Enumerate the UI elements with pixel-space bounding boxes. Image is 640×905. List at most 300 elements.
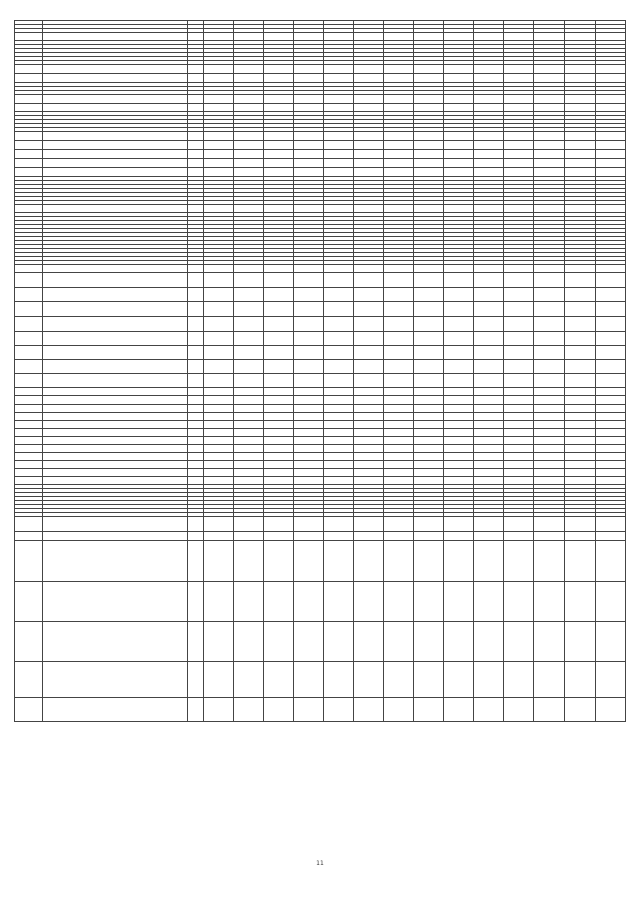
value-cell <box>564 83 595 86</box>
value-cell <box>503 461 533 468</box>
table-row <box>14 74 626 83</box>
value-cell <box>413 332 443 345</box>
row-number-cell <box>14 245 42 248</box>
value-cell <box>263 396 293 404</box>
value-cell <box>443 141 473 149</box>
value-cell <box>293 469 323 476</box>
unit-cell <box>187 128 203 131</box>
value-cell <box>233 501 263 504</box>
value-cell <box>503 513 533 516</box>
value-cell <box>503 120 533 123</box>
value-cell <box>533 95 564 103</box>
value-cell <box>293 302 323 316</box>
value-cell <box>323 189 353 192</box>
value-cell <box>353 25 383 28</box>
value-cell <box>413 29 443 32</box>
value-cell <box>503 541 533 581</box>
value-cell <box>564 445 595 452</box>
value-cell <box>473 261 503 264</box>
value-cell <box>413 489 443 492</box>
value-cell <box>263 41 293 44</box>
value-cell <box>353 622 383 661</box>
row-number-cell <box>14 225 42 228</box>
value-cell <box>564 497 595 500</box>
value-cell <box>203 65 233 73</box>
value-cell <box>233 29 263 32</box>
value-cell <box>564 532 595 540</box>
indicator-name-cell <box>42 241 187 244</box>
value-cell <box>323 87 353 90</box>
value-cell <box>595 317 626 331</box>
indicator-name-cell <box>42 445 187 452</box>
value-cell <box>413 53 443 56</box>
value-cell <box>533 662 564 697</box>
value-cell <box>353 225 383 228</box>
value-cell <box>503 61 533 64</box>
value-cell <box>383 141 413 149</box>
value-cell <box>323 249 353 252</box>
value-cell <box>383 249 413 252</box>
value-cell <box>443 360 473 373</box>
row-number-cell <box>14 405 42 412</box>
value-cell <box>443 245 473 248</box>
value-cell <box>203 29 233 32</box>
value-cell <box>353 159 383 167</box>
value-cell <box>533 437 564 444</box>
value-cell <box>323 91 353 94</box>
value-cell <box>595 197 626 200</box>
value-cell <box>503 213 533 216</box>
value-cell <box>233 104 263 111</box>
value-cell <box>595 91 626 94</box>
value-cell <box>293 185 323 188</box>
indicator-name-cell <box>42 150 187 158</box>
value-cell <box>263 233 293 236</box>
value-cell <box>564 116 595 119</box>
indicator-name-cell <box>42 233 187 236</box>
value-cell <box>533 493 564 496</box>
row-number-cell <box>14 49 42 52</box>
unit-cell <box>187 302 203 316</box>
value-cell <box>595 65 626 73</box>
value-cell <box>595 273 626 287</box>
row-number-cell <box>14 517 42 531</box>
value-cell <box>413 413 443 420</box>
table-row <box>14 421 626 429</box>
table-row <box>14 65 626 74</box>
value-cell <box>263 74 293 82</box>
value-cell <box>564 469 595 476</box>
indicator-name-cell <box>42 622 187 661</box>
value-cell <box>263 65 293 73</box>
value-cell <box>413 261 443 264</box>
value-cell <box>293 288 323 301</box>
unit-cell <box>187 241 203 244</box>
value-cell <box>293 437 323 444</box>
value-cell <box>263 532 293 540</box>
value-cell <box>473 662 503 697</box>
value-cell <box>263 225 293 228</box>
value-cell <box>353 112 383 115</box>
row-number-cell <box>14 221 42 224</box>
indicator-name-cell <box>42 257 187 260</box>
value-cell <box>323 116 353 119</box>
indicator-name-cell <box>42 501 187 504</box>
value-cell <box>564 405 595 412</box>
value-cell <box>503 197 533 200</box>
value-cell <box>564 582 595 621</box>
value-cell <box>323 501 353 504</box>
value-cell <box>263 185 293 188</box>
value-cell <box>413 95 443 103</box>
value-cell <box>353 217 383 220</box>
value-cell <box>533 116 564 119</box>
value-cell <box>203 413 233 420</box>
row-number-cell <box>14 265 42 272</box>
indicator-name-cell <box>42 65 187 73</box>
row-number-cell <box>14 302 42 316</box>
value-cell <box>503 245 533 248</box>
value-cell <box>263 497 293 500</box>
indicator-name-cell <box>42 193 187 196</box>
value-cell <box>263 698 293 721</box>
value-cell <box>233 91 263 94</box>
value-cell <box>203 150 233 158</box>
value-cell <box>293 261 323 264</box>
value-cell <box>503 253 533 256</box>
value-cell <box>413 116 443 119</box>
value-cell <box>203 437 233 444</box>
value-cell <box>503 532 533 540</box>
value-cell <box>533 396 564 404</box>
value-cell <box>383 205 413 212</box>
value-cell <box>503 104 533 111</box>
value-cell <box>263 253 293 256</box>
value-cell <box>293 374 323 387</box>
indicator-name-cell <box>42 201 187 204</box>
value-cell <box>353 45 383 48</box>
value-cell <box>564 205 595 212</box>
value-cell <box>203 181 233 184</box>
value-cell <box>533 505 564 508</box>
row-number-cell <box>14 360 42 373</box>
table-row <box>14 582 626 622</box>
value-cell <box>203 21 233 24</box>
row-number-cell <box>14 150 42 158</box>
value-cell <box>503 233 533 236</box>
unit-cell <box>187 493 203 496</box>
value-cell <box>383 112 413 115</box>
table-row <box>14 532 626 541</box>
value-cell <box>203 421 233 428</box>
value-cell <box>293 317 323 331</box>
value-cell <box>323 205 353 212</box>
value-cell <box>473 150 503 158</box>
value-cell <box>533 104 564 111</box>
value-cell <box>473 374 503 387</box>
value-cell <box>263 445 293 452</box>
value-cell <box>473 83 503 86</box>
value-cell <box>263 261 293 264</box>
value-cell <box>473 229 503 232</box>
value-cell <box>323 53 353 56</box>
value-cell <box>323 469 353 476</box>
value-cell <box>413 698 443 721</box>
value-cell <box>503 346 533 359</box>
value-cell <box>413 662 443 697</box>
indicator-name-cell <box>42 582 187 621</box>
value-cell <box>503 25 533 28</box>
row-number-cell <box>14 159 42 167</box>
value-cell <box>203 25 233 28</box>
value-cell <box>564 132 595 140</box>
value-cell <box>595 49 626 52</box>
value-cell <box>595 217 626 220</box>
value-cell <box>473 233 503 236</box>
value-cell <box>263 61 293 64</box>
value-cell <box>203 53 233 56</box>
value-cell <box>323 150 353 158</box>
value-cell <box>564 273 595 287</box>
value-cell <box>564 346 595 359</box>
value-cell <box>564 453 595 460</box>
value-cell <box>413 532 443 540</box>
value-cell <box>443 622 473 661</box>
value-cell <box>503 112 533 115</box>
value-cell <box>383 95 413 103</box>
value-cell <box>413 245 443 248</box>
value-cell <box>564 193 595 196</box>
value-cell <box>564 25 595 28</box>
value-cell <box>233 477 263 484</box>
value-cell <box>383 445 413 452</box>
unit-cell <box>187 374 203 387</box>
value-cell <box>595 112 626 115</box>
table-row <box>14 288 626 302</box>
row-number-cell <box>14 181 42 184</box>
unit-cell <box>187 150 203 158</box>
value-cell <box>233 217 263 220</box>
value-cell <box>413 257 443 260</box>
value-cell <box>413 485 443 488</box>
value-cell <box>413 501 443 504</box>
value-cell <box>323 221 353 224</box>
value-cell <box>473 91 503 94</box>
value-cell <box>203 112 233 115</box>
value-cell <box>263 489 293 492</box>
value-cell <box>263 57 293 60</box>
value-cell <box>383 65 413 73</box>
value-cell <box>293 273 323 287</box>
value-cell <box>443 532 473 540</box>
value-cell <box>233 65 263 73</box>
value-cell <box>263 582 293 621</box>
table-row <box>14 396 626 405</box>
value-cell <box>413 317 443 331</box>
value-cell <box>323 509 353 512</box>
value-cell <box>473 29 503 32</box>
indicator-name-cell <box>42 25 187 28</box>
value-cell <box>413 288 443 301</box>
value-cell <box>473 159 503 167</box>
unit-cell <box>187 388 203 395</box>
value-cell <box>503 493 533 496</box>
row-number-cell <box>14 128 42 131</box>
value-cell <box>323 265 353 272</box>
value-cell <box>595 29 626 32</box>
value-cell <box>503 302 533 316</box>
value-cell <box>353 396 383 404</box>
table-row <box>14 317 626 332</box>
value-cell <box>564 141 595 149</box>
value-cell <box>564 541 595 581</box>
value-cell <box>533 273 564 287</box>
value-cell <box>293 128 323 131</box>
row-number-cell <box>14 396 42 404</box>
value-cell <box>564 501 595 504</box>
indicator-name-cell <box>42 245 187 248</box>
value-cell <box>413 302 443 316</box>
value-cell <box>413 461 443 468</box>
unit-cell <box>187 132 203 140</box>
table-row <box>14 662 626 698</box>
value-cell <box>443 541 473 581</box>
value-cell <box>263 33 293 40</box>
table-row <box>14 33 626 41</box>
row-number-cell <box>14 501 42 504</box>
value-cell <box>233 622 263 661</box>
value-cell <box>533 388 564 395</box>
value-cell <box>595 116 626 119</box>
value-cell <box>413 477 443 484</box>
row-number-cell <box>14 91 42 94</box>
unit-cell <box>187 213 203 216</box>
value-cell <box>564 505 595 508</box>
value-cell <box>323 437 353 444</box>
unit-cell <box>187 245 203 248</box>
value-cell <box>293 124 323 127</box>
value-cell <box>353 532 383 540</box>
row-number-cell <box>14 120 42 123</box>
value-cell <box>293 33 323 40</box>
value-cell <box>263 245 293 248</box>
value-cell <box>564 21 595 24</box>
indicator-name-cell <box>42 132 187 140</box>
value-cell <box>383 346 413 359</box>
value-cell <box>595 124 626 127</box>
value-cell <box>473 201 503 204</box>
value-cell <box>383 221 413 224</box>
value-cell <box>203 360 233 373</box>
indicator-name-cell <box>42 205 187 212</box>
value-cell <box>503 662 533 697</box>
value-cell <box>203 662 233 697</box>
value-cell <box>203 233 233 236</box>
value-cell <box>203 41 233 44</box>
value-cell <box>233 221 263 224</box>
value-cell <box>263 116 293 119</box>
value-cell <box>595 83 626 86</box>
value-cell <box>503 53 533 56</box>
value-cell <box>533 21 564 24</box>
value-cell <box>473 181 503 184</box>
value-cell <box>233 360 263 373</box>
value-cell <box>383 288 413 301</box>
indicator-name-cell <box>42 469 187 476</box>
value-cell <box>293 213 323 216</box>
value-cell <box>443 662 473 697</box>
row-number-cell <box>14 261 42 264</box>
value-cell <box>595 245 626 248</box>
indicator-name-cell <box>42 116 187 119</box>
value-cell <box>293 21 323 24</box>
value-cell <box>595 132 626 140</box>
value-cell <box>595 622 626 661</box>
value-cell <box>503 221 533 224</box>
value-cell <box>203 288 233 301</box>
value-cell <box>413 141 443 149</box>
value-cell <box>533 245 564 248</box>
value-cell <box>293 237 323 240</box>
row-number-cell <box>14 253 42 256</box>
value-cell <box>443 445 473 452</box>
value-cell <box>353 237 383 240</box>
value-cell <box>203 249 233 252</box>
value-cell <box>564 509 595 512</box>
value-cell <box>533 489 564 492</box>
indicator-name-cell <box>42 249 187 252</box>
indicator-name-cell <box>42 181 187 184</box>
value-cell <box>533 405 564 412</box>
value-cell <box>203 124 233 127</box>
value-cell <box>263 517 293 531</box>
value-cell <box>293 541 323 581</box>
table-row <box>14 150 626 159</box>
value-cell <box>533 120 564 123</box>
value-cell <box>503 181 533 184</box>
unit-cell <box>187 225 203 228</box>
value-cell <box>595 509 626 512</box>
value-cell <box>383 49 413 52</box>
value-cell <box>233 41 263 44</box>
value-cell <box>473 388 503 395</box>
value-cell <box>383 201 413 204</box>
value-cell <box>503 489 533 492</box>
value-cell <box>413 45 443 48</box>
table-row <box>14 273 626 288</box>
value-cell <box>203 477 233 484</box>
value-cell <box>533 33 564 40</box>
value-cell <box>353 61 383 64</box>
value-cell <box>595 437 626 444</box>
value-cell <box>383 33 413 40</box>
value-cell <box>413 185 443 188</box>
value-cell <box>293 193 323 196</box>
value-cell <box>293 57 323 60</box>
value-cell <box>323 193 353 196</box>
value-cell <box>503 288 533 301</box>
value-cell <box>233 437 263 444</box>
value-cell <box>353 413 383 420</box>
value-cell <box>564 128 595 131</box>
indicator-name-cell <box>42 221 187 224</box>
value-cell <box>383 582 413 621</box>
value-cell <box>503 217 533 220</box>
value-cell <box>323 57 353 60</box>
row-number-cell <box>14 237 42 240</box>
unit-cell <box>187 87 203 90</box>
value-cell <box>353 541 383 581</box>
